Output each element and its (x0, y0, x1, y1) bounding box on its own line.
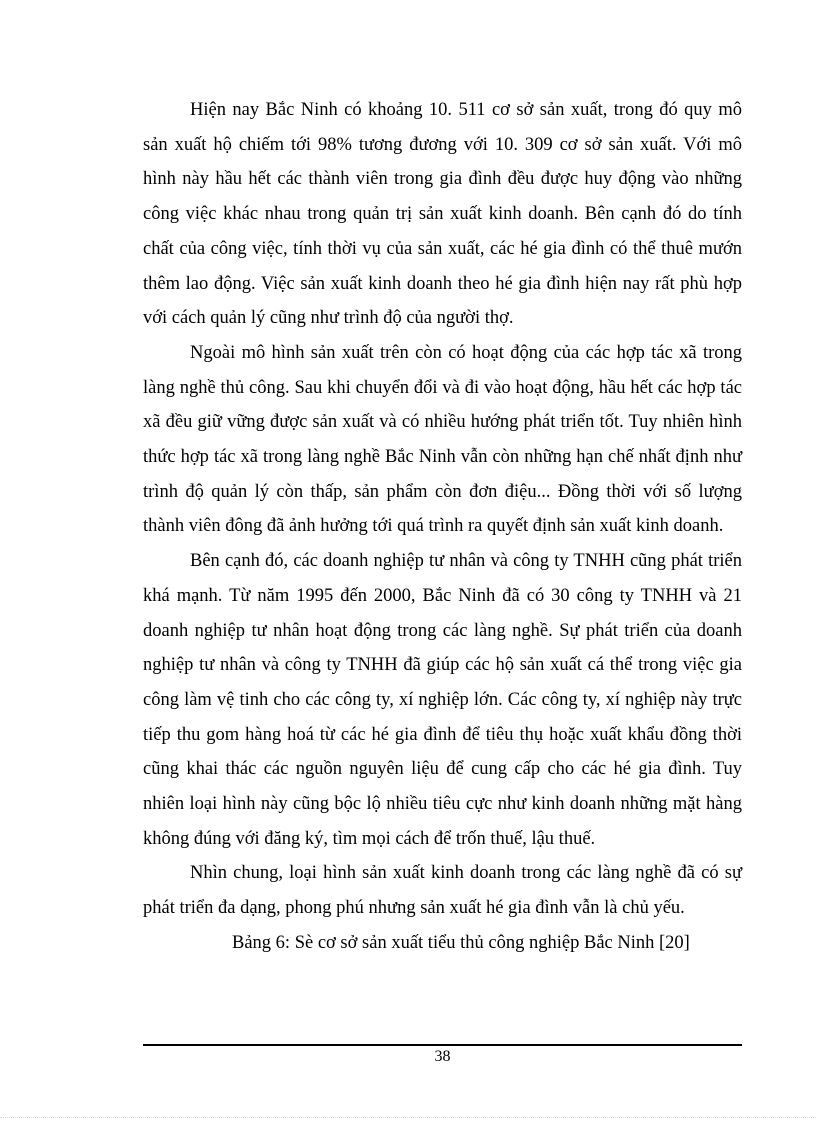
paragraph-2: Ngoài mô hình sản xuất trên còn có hoạt động của các hợp tác xã trong làng nghề thủ công. Sau khi chuyển đổi và đi vào hoạt động, hầu hết các hợp tác xã đều giữ vững được sản xuất và có nhiều hướng phát triển tốt. Tuy nhiên hình thức hợp tác xã trong làng nghề Bắc Ninh vẫn còn những hạn chế nhất định như trình độ quản lý còn thấp, sản phẩm còn đơn điệu... Đồng thời với số lượng thành viên đông đã ảnh hưởng tới quá trình ra quyết định sản xuất kinh doanh. (143, 342, 742, 537)
page-number: 38 (434, 1048, 451, 1065)
paragraph-3: Bên cạnh đó, các doanh nghiệp tư nhân và công ty TNHH cũng phát triển khá mạnh. Từ năm 1995 đến 2000, Bắc Ninh đã có 30 công ty TNHH và 21 doanh nghiệp tư nhân hoạt động trong các làng nghề. Sự phát triển của doanh nghiệp tư nhân và công ty TNHH đã giúp các hộ sản xuất cá thể trong việc gia công làm vệ tinh cho các công ty, xí nghiệp lớn. Các công ty, xí nghiệp này trực tiếp thu gom hàng hoá từ các hé gia đình để tiêu thụ hoặc xuất khẩu đồng thời cũng khai thác các nguồn nguyên liệu để cung cấp cho các hé gia đình. Tuy nhiên loại hình này cũng bộc lộ nhiều tiêu cực như kinh doanh những mặt hàng không đúng với đăng ký, tìm mọi cách để trốn thuế, lậu thuế. (143, 551, 742, 849)
paragraph-4: Nhìn chung, loại hình sản xuất kinh doanh trong các làng nghề đã có sự phát triển đa dạng, phong phú nhưng sản xuất hé gia đình vẫn là chủ yếu. (143, 863, 742, 919)
body-text (143, 93, 742, 961)
table-caption: Bảng 6: Sè cơ sở sản xuất tiểu thủ công nghiệp Bắc Ninh [20] (232, 932, 690, 953)
paragraph-1: Hiện nay Bắc Ninh có khoảng 10. 511 cơ sở sản xuất, trong đó quy mô sản xuất hộ chiếm tới 98% tương đương với 10. 309 cơ sở sản xuất. Với mô hình này hầu hết các thành viên trong gia đình đều được huy động vào những công việc khác nhau trong quản trị sản xuất kinh doanh. Bên cạnh đó do tính chất của công việc, tính thời vụ của sản xuất, các hé gia đình có thể thuê mướn thêm lao động. Việc sản xuất kinh doanh theo hé gia đình hiện nay rất phù hợp với cách quản lý cũng như trình độ của người thợ. (143, 100, 742, 329)
page-bottom-border (0, 1117, 816, 1118)
